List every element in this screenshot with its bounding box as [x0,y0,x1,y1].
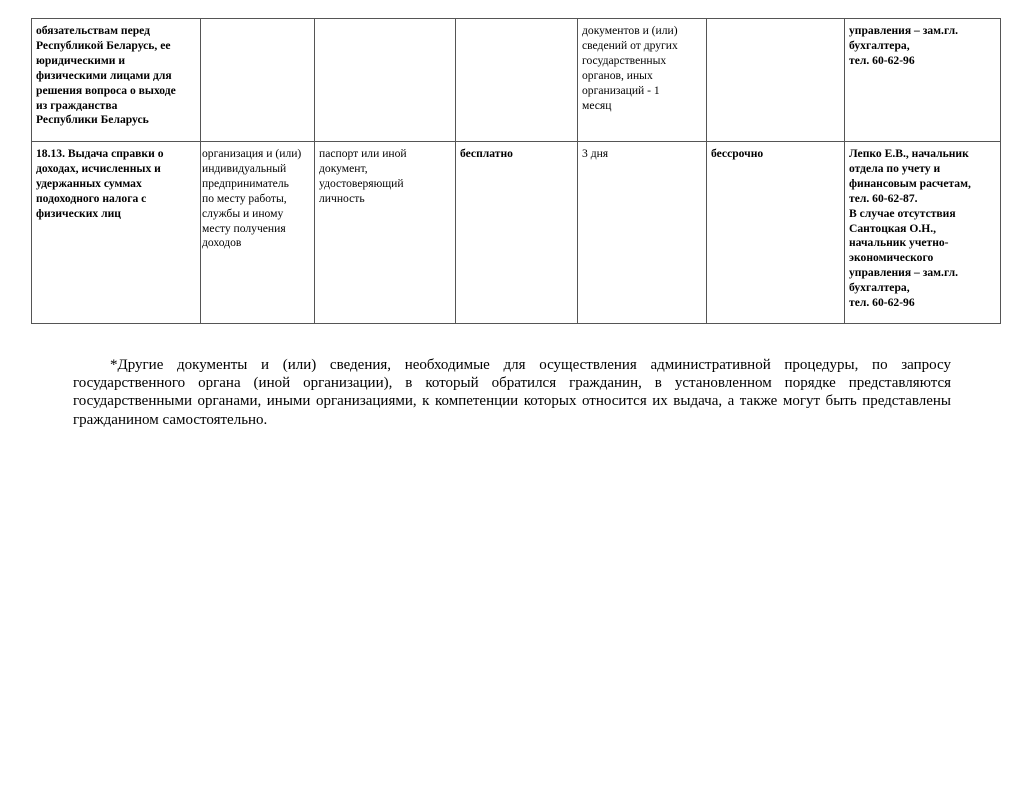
fee-cell [456,142,578,324]
cell-text-line: органов, иных [582,68,653,82]
cell-text-line: финансовым расчетам, [849,176,971,190]
cell-text-line: сведений от других [582,38,678,52]
cell-text-line: 18.13. Выдача справки о [36,147,164,160]
documents-cell [315,142,456,324]
cell-text-line: начальник учетно- [849,236,949,250]
cell-text-line: В случае отсутствия [849,206,956,220]
cell-text-line: бухгалтера, [849,38,910,52]
cell-text-line: организаций - 1 [582,83,660,97]
responsible-cell [845,19,1001,142]
cell-text-line: месту получения [202,221,286,235]
footnote-text: *Другие документы и (или) сведения, необходимые для осуществления административной процедуры, по запросу государственного органа (иной организации), в который обратился гражданин, в установленном порядке представляются государственными органами, иными организациями, к компетенции которых относится их выдача, а также могут быть представлены гражданином самостоятельно. [73,357,951,428]
cell-text-line: тел. 60-62-87. [849,191,918,205]
cell-text-line: документов и (или) [582,24,678,37]
cell-text-line: службы и иному [202,206,284,220]
term-cell [578,19,707,142]
cell-text-line: бесплатно [460,147,513,160]
cell-text-line: по месту работы, [202,191,287,205]
cell-text-line: удержанных суммах [36,176,142,190]
cell-text-line: Сантоцкая О.Н., [849,221,937,235]
submit-to-cell [201,142,315,324]
validity-cell [707,142,845,324]
cell-text-line: физических лиц [36,206,121,220]
cell-text-line: Республикой Беларусь, ее [36,38,171,52]
cell-text-line: юридическими и [36,53,126,67]
documents-cell [315,19,456,142]
cell-text-line: Республики Беларусь [36,113,149,127]
cell-text-line: тел. 60-62-96 [849,53,915,67]
cell-text-line: управления – зам.гл. [849,266,959,280]
cell-text-line: государственных [582,53,667,67]
cell-text-line: экономического [849,251,934,265]
cell-text-line: организация и (или) [202,147,302,160]
cell-text-line: управления – зам.гл. [849,24,959,37]
table-row [32,19,1001,142]
cell-text-line: доходов [202,236,242,250]
validity-cell [707,19,845,142]
cell-text-line: паспорт или иной [319,147,407,160]
cell-text-line: месяц [582,98,612,112]
procedures-table [31,18,1001,324]
cell-text-line: обязательствам перед [36,24,151,37]
cell-text-line: из гражданства [36,98,118,112]
cell-text-line: отдела по учету и [849,161,941,175]
cell-text-line: решения вопроса о выходе [36,83,176,97]
cell-text-line: бухгалтера, [849,281,910,295]
responsible-cell [845,142,1001,324]
procedure-name-cell [32,142,201,324]
table-row [32,142,1001,324]
cell-text-line: тел. 60-62-96 [849,296,915,310]
cell-text-line: Лепко Е.В., начальник [849,147,969,160]
cell-text-line: документ, [319,161,368,175]
cell-text-line: индивидуальный [202,161,287,175]
cell-text-line: личность [319,191,365,205]
cell-text-line: подоходного налога с [36,191,147,205]
cell-text-line: предприниматель [202,176,289,190]
submit-to-cell [201,19,315,142]
cell-text-line: физическими лицами для [36,68,172,82]
cell-text-line: удостоверяющий [319,176,404,190]
cell-text-line: бессрочно [711,147,764,160]
fee-cell [456,19,578,142]
procedure-name-cell [32,19,201,142]
cell-text-line: доходах, исчисленных и [36,161,161,175]
cell-text-line: 3 дня [582,147,609,160]
term-cell [578,142,707,324]
